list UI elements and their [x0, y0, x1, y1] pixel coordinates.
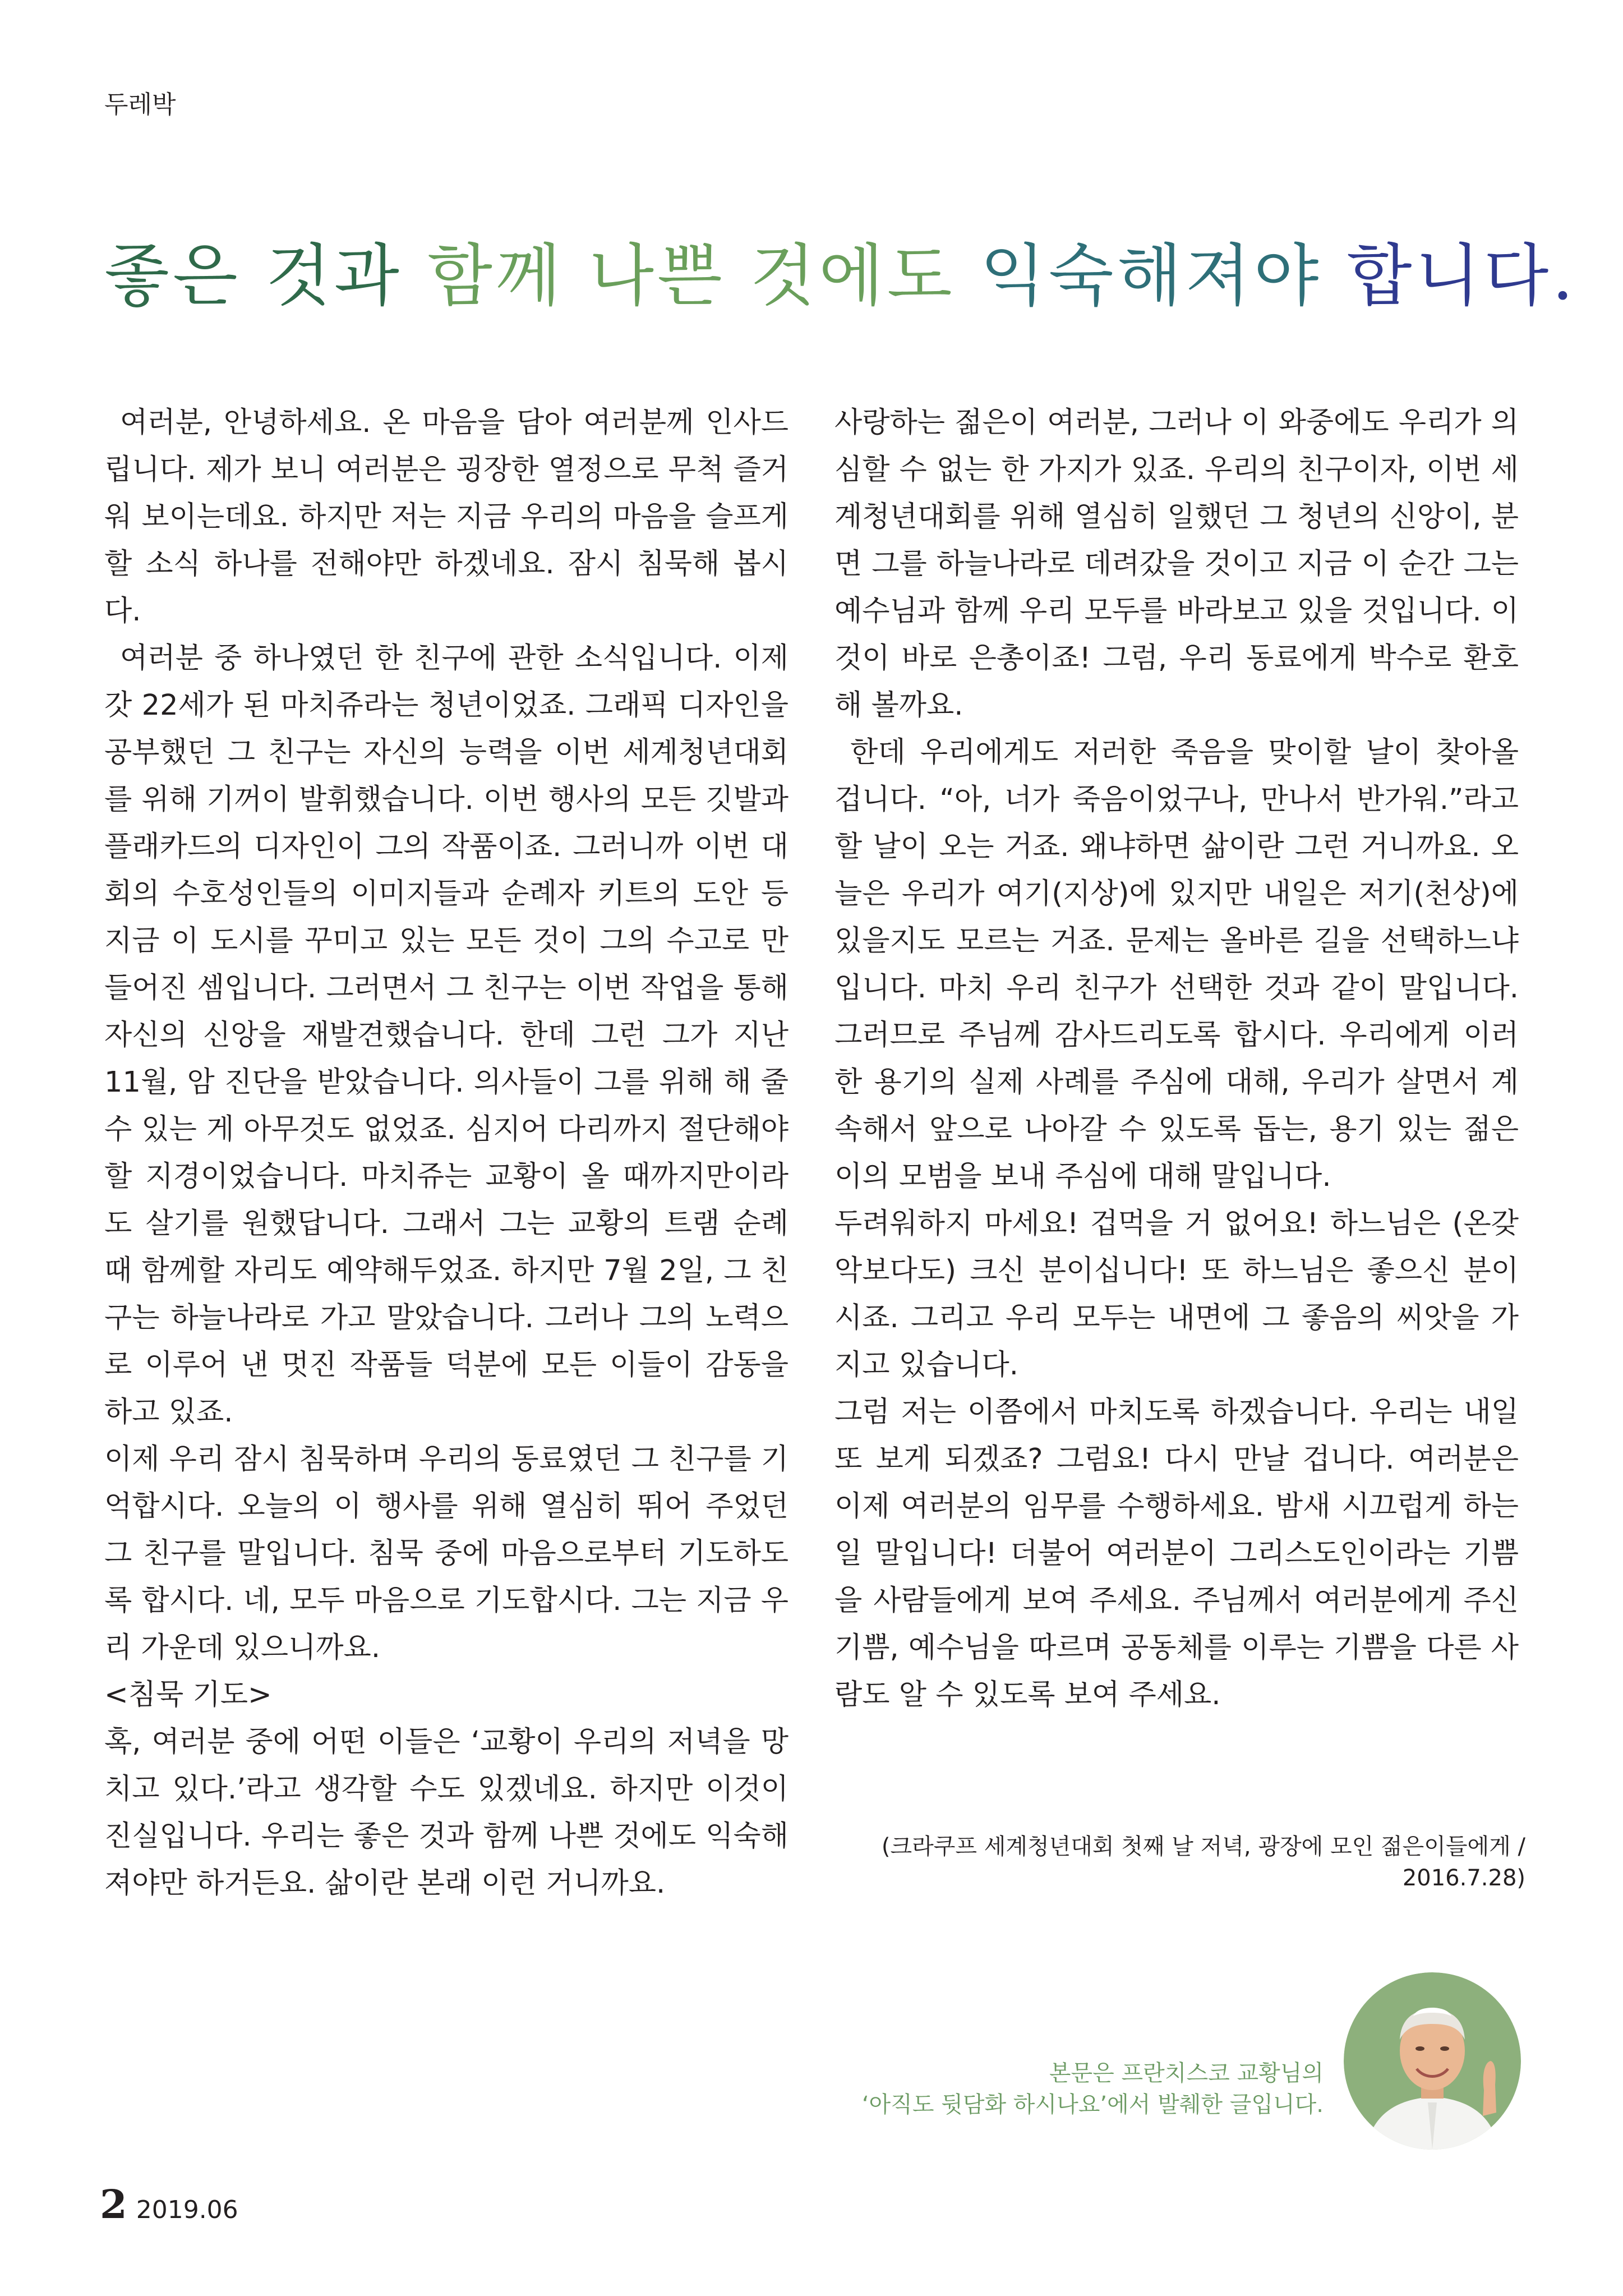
paragraph: 여러분, 안녕하세요. 온 마음을 담아 여러분께 인사드립니다. 제가 보니 여러분은 굉장한 열정으로 무척 즐거워 보이는데요. 하지만 저는 지금 우리의 마음을 슬프게 할 소식 하나를 전해야만 하겠네요. 잠시 침묵해 봅시다.	[104, 406, 789, 628]
issue-date: 2019.06	[136, 2196, 238, 2224]
headline-part-4: 합니다.	[1347, 237, 1577, 315]
page-title	[104, 234, 1577, 319]
credit-line-1: 본문은 프란치스코 교황님의	[1049, 2060, 1324, 2086]
headline-part-1: 좋은 것과	[104, 237, 427, 315]
page-number: 2	[100, 2181, 127, 2228]
article-right-column	[834, 399, 1519, 1719]
paragraph: 이제 우리 잠시 침묵하며 우리의 동료였던 그 친구를 기억합시다. 오늘의 이 행사를 위해 열심히 뛰어 주었던 그 친구를 말입니다. 침묵 중에 마음으로부터 기도하도록 합시다. 네, 모두 마음으로 기도합시다. 그는 지금 우리 가운데 있으니까요.	[104, 1443, 789, 1664]
section-label: 두레박	[104, 90, 176, 119]
paragraph: 여러분 중 하나였던 한 친구에 관한 소식입니다. 이제 갓 22세가 된 마치쥬라는 청년이었죠. 그래픽 디자인을 공부했던 그 친구는 자신의 능력을 이번 세계청년대회를 위해 기꺼이 발휘했습니다. 이번 행사의 모든 깃발과 플래카드의 디자인이 그의 작품이죠. 그러니까 이번 대회의 수호성인들의 이미지들과 순례자 키트의 도안 등 지금 이 도시를 꾸미고 있는 모든 것이 그의 수고로 만들어진 셈입니다. 그러면서 그 친구는 이번 작업을 통해 자신의 신앙을 재발견했습니다. 한데 그런 그가 지난 11월, 암 진단을 받았습니다. 의사들이 그를 위해 해 줄 수 있는 게 아무것도 없었죠. 심지어 다리까지 절단해야 할 지경이었습니다. 마치쥬는 교황이 올 때까지만이라도 살기를 원했답니다. 그래서 그는 교황의 트램 순례 때 함께할 자리도 예약해두었죠. 하지만 7월 2일, 그 친구는 하늘나라로 가고 말았습니다. 그러나 그의 노력으로 이루어 낸 멋진 작품들 덕분에 모든 이들이 감동을 하고 있죠.	[104, 642, 789, 1429]
excerpt-credit	[819, 2058, 1324, 2120]
headline-part-3: 익숙해져야	[980, 237, 1347, 315]
source-line-2: 2016.7.28)	[1402, 1865, 1525, 1891]
paragraph: 그럼 저는 이쯤에서 마치도록 하겠습니다. 우리는 내일 또 보게 되겠죠? 그럼요! 다시 만날 겁니다. 여러분은 이제 여러분의 임무를 수행하세요. 밤새 시끄럽게 하는 일 말입니다! 더불어 여러분이 그리스도인이라는 기쁨을 사람들에게 보여 주세요. 주님께서 여러분에게 주신 기쁨, 예수님을 따르며 공동체를 이루는 기쁨을 다른 사람도 알 수 있도록 보여 주세요.	[834, 1396, 1519, 1711]
headline-part-2: 함께 나쁜 것에도	[427, 237, 980, 315]
source-line-1: (크라쿠프 세계청년대회 첫째 날 저녁, 광장에 모인 젊은이들에게 /	[881, 1834, 1525, 1860]
page-footer	[100, 2181, 238, 2228]
paragraph: 혹, 여러분 중에 어떤 이들은 ‘교황이 우리의 저녁을 망치고 있다.’라고 생각할 수도 있겠네요. 하지만 이것이 진실입니다. 우리는 좋은 것과 함께 나쁜 것에도 익숙해져야만 하거든요. 삶이란 본래 이런 거니까요.	[104, 1726, 789, 1900]
article-left-column	[104, 399, 789, 1907]
paragraph: 두려워하지 마세요! 겁먹을 거 없어요! 하느님은 (온갖 악보다도) 크신 분이십니다! 또 하느님은 좋으신 분이시죠. 그리고 우리 모두는 내면에 그 좋음의 씨앗을 가지고 있습니다.	[834, 1207, 1519, 1382]
paragraph: <침묵 기도>	[104, 1678, 272, 1711]
paragraph: 사랑하는 젊은이 여러분, 그러나 이 와중에도 우리가 의심할 수 없는 한 가지가 있죠. 우리의 친구이자, 이번 세계청년대회를 위해 열심히 일했던 그 청년의 신앙이, 분면 그를 하늘나라로 데려갔을 것이고 지금 이 순간 그는 예수님과 함께 우리 모두를 바라보고 있을 것입니다. 이것이 바로 은총이죠! 그럼, 우리 동료에게 박수로 환호해 볼까요.	[834, 406, 1519, 722]
pope-portrait-icon	[1344, 1972, 1521, 2150]
paragraph: 한데 우리에게도 저러한 죽음을 맞이할 날이 찾아올 겁니다. “아, 너가 죽음이었구나, 만나서 반가워.”라고 할 날이 오는 거죠. 왜냐하면 삶이란 그런 거니까요. 오늘은 우리가 여기(지상)에 있지만 내일은 저기(천상)에 있을지도 모르는 거죠. 문제는 올바른 길을 선택하느냐입니다. 마치 우리 친구가 선택한 것과 같이 말입니다. 그러므로 주님께 감사드리도록 합시다. 우리에게 이러한 용기의 실제 사례를 주심에 대해, 우리가 살면서 계속해서 앞으로 나아갈 수 있도록 돕는, 용기 있는 젊은이의 모범을 보내 주심에 대해 말입니다.	[834, 736, 1519, 1193]
credit-line-2: ‘아직도 뒷담화 하시나요’에서 발췌한 글입니다.	[861, 2092, 1324, 2118]
source-citation	[834, 1831, 1525, 1894]
